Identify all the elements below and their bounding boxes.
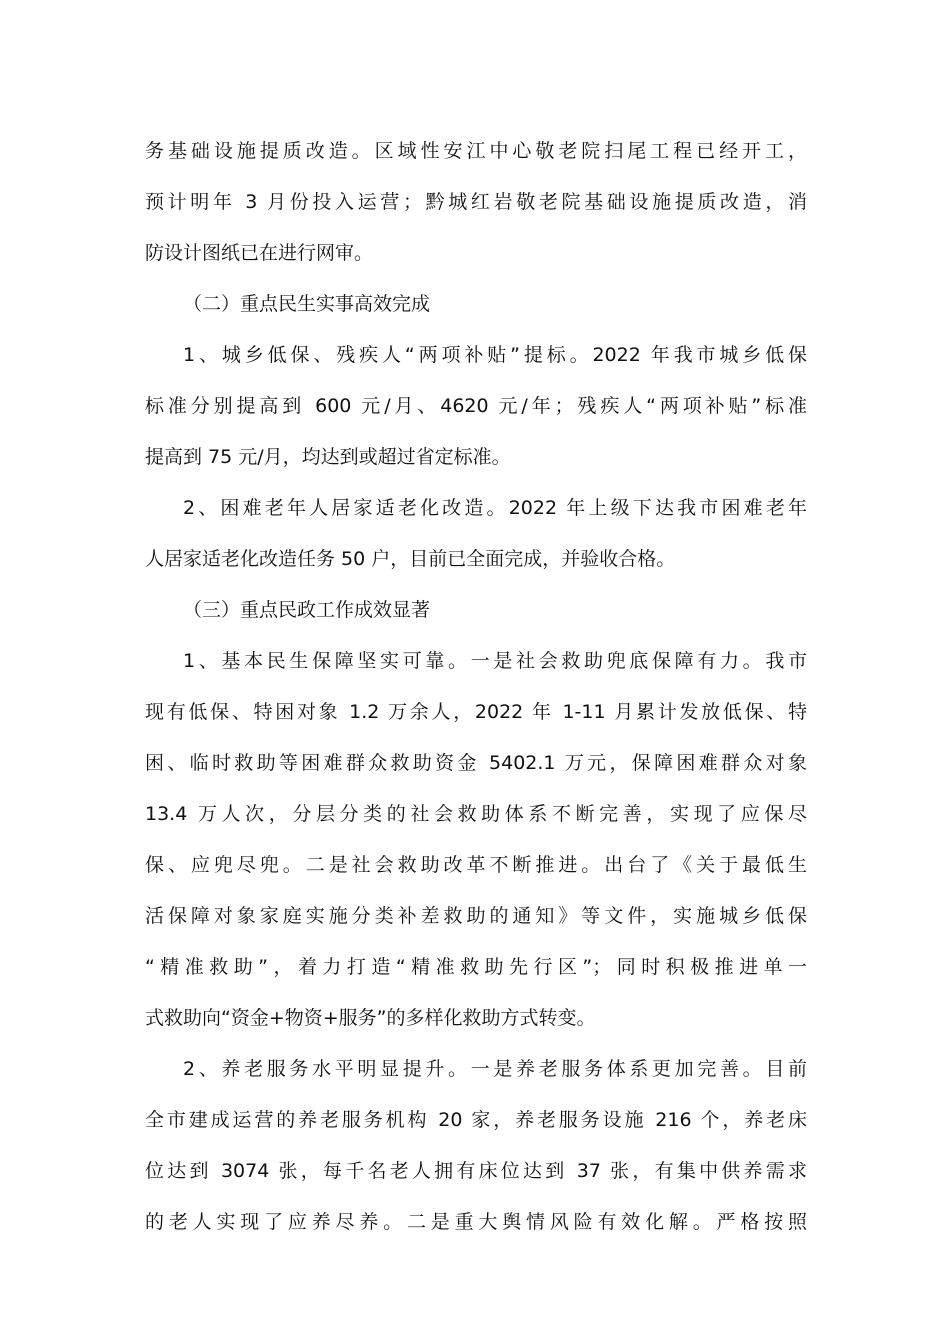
paragraph-line: 的老人实现了应养尽养。二是重大舆情风险有效化解。严格按照	[145, 1211, 807, 1233]
paragraph-line: 困、临时救助等困难群众救助资金 5402.1 万元，保障困难群众对象	[145, 752, 807, 774]
section-heading: （三）重点民政工作成效显著	[183, 599, 431, 621]
paragraph-line: 保、应兜尽兜。二是社会救助改革不断推进。出台了《关于最低生	[145, 854, 807, 876]
paragraph-line: 2、困难老年人居家适老化改造。2022 年上级下达我市困难老年	[183, 497, 807, 519]
paragraph-line: 13.4 万人次，分层分类的社会救助体系不断完善，实现了应保尽	[145, 803, 807, 825]
document-body	[145, 126, 807, 1248]
paragraph-line: 务基础设施提质改造。区域性安江中心敬老院扫尾工程已经开工，	[145, 140, 807, 162]
paragraph-line: 预计明年 3 月份投入运营；黔城红岩敬老院基础设施提质改造，消	[145, 191, 807, 213]
paragraph-line: 全市建成运营的养老服务机构 20 家，养老服务设施 216 个，养老床	[145, 1109, 807, 1131]
paragraph-line: 现有低保、特困对象 1.2 万余人，2022 年 1-11 月累计发放低保、特	[145, 701, 807, 723]
paragraph-line: 位达到 3074 张，每千名老人拥有床位达到 37 张，有集中供养需求	[145, 1160, 807, 1182]
paragraph-line: 1、基本民生保障坚实可靠。一是社会救助兜底保障有力。我市	[183, 650, 807, 672]
paragraph-line: 人居家适老化改造任务 50 户，目前已全面完成，并验收合格。	[145, 548, 676, 570]
paragraph-line: 提高到 75 元/月，均达到或超过省定标准。	[145, 446, 511, 468]
paragraph-line: 式救助向“资金+物资+服务”的多样化救助方式转变。	[145, 1007, 596, 1029]
paragraph-line: 活保障对象家庭实施分类补差救助的通知》等文件，实施城乡低保	[145, 905, 807, 927]
paragraph-line: 防设计图纸已在进行网审。	[145, 242, 374, 264]
section-heading: （二）重点民生实事高效完成	[183, 293, 431, 315]
paragraph-line: “精准救助”，着力打造“精准救助先行区”；同时积极推进单一	[145, 956, 807, 978]
paragraph-line: 2、养老服务水平明显提升。一是养老服务体系更加完善。目前	[183, 1058, 807, 1080]
paragraph-line: 标准分别提高到 600 元/月、4620 元/年；残疾人“两项补贴”标准	[145, 395, 807, 417]
paragraph-line: 1、城乡低保、残疾人“两项补贴”提标。2022 年我市城乡低保	[183, 344, 807, 366]
